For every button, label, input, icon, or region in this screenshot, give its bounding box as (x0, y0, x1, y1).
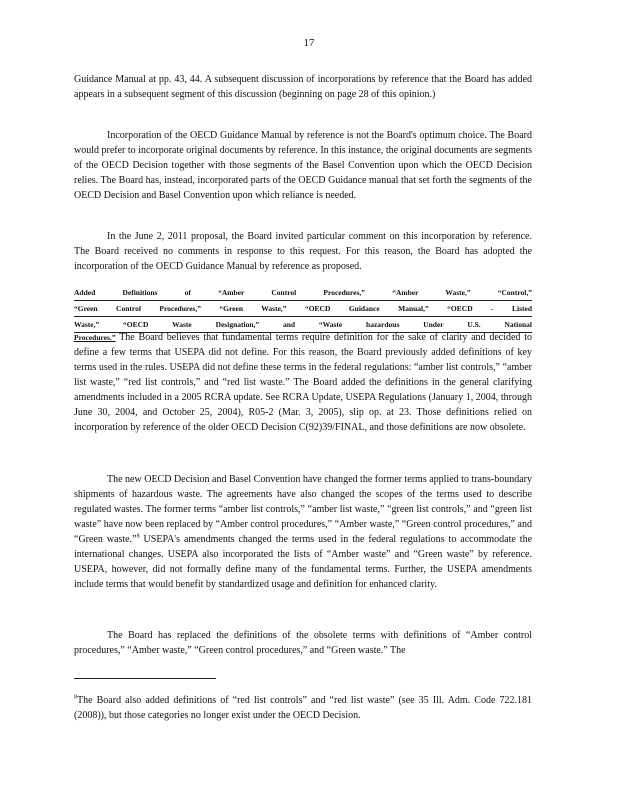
paragraph-june-proposal: In the June 2, 2011 proposal, the Board invited particular comment on this incorporation by reference. The Board received no comments in response to this request. For this reason, the Board has adopted the incorporation of the OECD Guidance Manual by reference as proposed. (74, 231, 532, 272)
paragraph-fundamental-terms (74, 330, 532, 435)
section-heading-line-2: “Green Control Procedures,” “Green Waste,” “OECD Guidance Manual,” “OECD - Listed (74, 301, 532, 317)
footnote-marker: 8 (74, 694, 77, 701)
section-heading-line-1: Added Definitions of “Amber Control Procedures,” “Amber Waste,” “Control,” (74, 285, 532, 301)
section-heading-line-4: Procedures.” (74, 333, 116, 342)
paragraph-new-oecd-decision (74, 472, 532, 592)
paragraph-fundamental-terms-body: The Board believes that fundamental terms require definition for the sake of clarity and decided to define a few terms that USEPA did not define. For this reason, the Board previously added definitions of key terms used in the rules. USEPA did not define these terms in the federal regulations: “amber list controls,” “amber list waste,” “red list controls,” and “red list waste.” The Board added the definitions in the general clarifying amendments included in a 2005 RCRA update. See RCRA Update, USEPA Regulations (January 1, 2004, through June 30, 2004, and October 25, 2004), R05-2 (Mar. 3, 2005), slip op. at 23. Those definitions relied on incorporation by reference of the older OECD Decision C(92)39/FINAL, and those definitions are now obsolete. (74, 332, 532, 433)
page-number: 17 (303, 37, 315, 49)
footnote-divider (74, 678, 216, 679)
section-added-definitions (74, 285, 532, 333)
footnote-text: The Board also added definitions of “red list controls” and “red list waste” (see 35 Ill. Adm. Code 722.181 (2008)), but those categories no longer exist under the OECD Decision. (74, 695, 532, 721)
paragraph-guidance-manual-pages: Guidance Manual at pp. 43, 44. A subsequent discussion of incorporations by reference that the Board has added appears in a subsequent segment of this discussion (beginning on page 28 of this opinion.) (74, 74, 532, 100)
paragraph-new-oecd-decision-text: The new OECD Decision and Basel Convention have changed the former terms applied to trans-boundary shipments of hazardous waste. The agreements have also changed the scopes of the terms used to describe regulated wastes. The former terms “amber list controls,” “amber list waste,” “green list controls,” and “green list waste” have now been replaced by “Amber control procedures,” “Amber waste,” “Green control procedures,” and “Green waste.” (74, 474, 532, 545)
section-heading-line-3: Waste,” “OECD Waste Designation,” and “Waste hazardous Under U.S. National (74, 317, 532, 333)
paragraph-incorporation-choice: Incorporation of the OECD Guidance Manual by reference is not the Board's optimum choice. The Board would prefer to incorporate original documents by reference. In this instance, the original documents are segments of the OECD Decision together with those segments of the Basel Convention upon which the OECD Decision relies. The Board has, instead, incorporated parts of the OECD Guidance manual that set forth the segments of the OECD Decision and Basel Convention upon which reliance is needed. (74, 130, 532, 201)
paragraph-usepa-amendments: USEPA's amendments changed the terms used in the federal regulations to accommodate the international changes. USEPA also incorporated the lists of “Amber waste” and “Green waste” by reference. USEPA, however, did not formally define many of the fundamental terms. Further, the USEPA amendments include terms that would benefit by standardized usage and definition for enhanced clarity. (74, 534, 533, 590)
paragraph-board-replaced: The Board has replaced the definitions of the obsolete terms with definitions of “Amber control procedures,” “Amber waste,” “Green control procedures,” and “Green waste.” The (74, 630, 532, 656)
footnote-reference[interactable]: 8 (136, 533, 140, 540)
footnote (74, 693, 532, 723)
